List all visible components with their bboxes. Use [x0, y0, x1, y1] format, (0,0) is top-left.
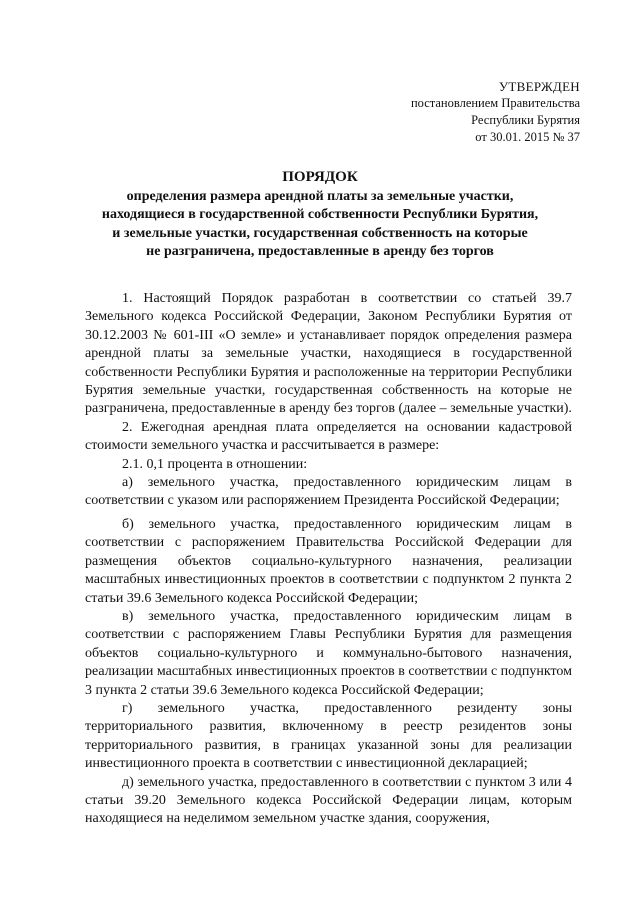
paragraph-item-v: в) земельного участка, предоставленного юридическим лицам в соответствии с распоряжением Главы Республики Бурятия для размещения объектов социально-культурного и коммунально-бытового назначения, реализации масштабных инвестиционных проектов в соответствии с подпунктом 3 пункта 2 статьи 39.6 Земельного кодекса Российской Федерации; — [85, 608, 572, 698]
paragraph-2: 2. Ежегодная арендная плата определяется на основании кадастровой стоимости земельного участка и рассчитывается в размере: — [85, 419, 572, 454]
paragraph-2-1: 2.1. 0,1 процента в отношении: — [122, 456, 308, 472]
paragraph-item-b: б) земельного участка, предоставленного юридическим лицам в соответствии с распоряжением Правительства Российской Федерации для размещения объектов социально-культурного назначения, реализации масштабных инвестиционных проектов в соответствии с подпунктом 2 пункта 2 статьи 39.6 Земельного кодекса Российской Федерации; — [85, 516, 572, 606]
paragraph-1: 1. Настоящий Порядок разработан в соответствии со статьей 39.7 Земельного кодекса Российской Федерации, Законом Республики Бурятия от 30.12.2003 № 601-III «О земле» и устанавливает порядок определения размера арендной платы за земельные участки, находящиеся в государственной собственности Республики Бурятия и расположенные на территории Республики Бурятия земельные участки, государственная собственность на которые не разграничена, предоставленные в аренду без торгов (далее – земельные участки). — [85, 291, 572, 417]
approval-date-line: от 30.01. 2015 № 37 — [475, 130, 580, 144]
title-line: определения размера арендной платы за земельные участки, — [126, 188, 514, 204]
document-body — [85, 290, 572, 829]
paragraph-item-a: а) земельного участка, предоставленного юридическим лицам в соответствии с указом или распоряжением Президента Российской Федерации; — [85, 475, 572, 509]
approval-heading: УТВЕРЖДЕН — [498, 79, 580, 94]
title-line: находящиеся в государственной собственности Республики Бурятия, — [101, 207, 539, 222]
title-line: не разграничена, предоставленные в аренду без торгов — [146, 244, 494, 259]
paragraph-item-d: д) земельного участка, предоставленного в соответствии с пунктом 3 или 4 статьи 39.20 Земельного кодекса Российской Федерации лицам, которым находящиеся на неделимом земельном участке здания, сооружения, — [85, 774, 572, 827]
approval-line: постановлением Правительства — [410, 96, 580, 110]
approval-line: Республики Бурятия — [471, 113, 580, 127]
title-main: ПОРЯДОК — [282, 169, 358, 185]
approval-block — [411, 78, 580, 146]
paragraph-item-g: г) земельного участка, предоставленного резиденту зоны территориального развития, включенному в реестр резидентов зоны территориального развития, в границах указанной зоны для реализации инвестиционного проекта в соответствии с инвестиционной декларацией; — [85, 700, 572, 772]
title-line: и земельные участки, государственная собственность на которые — [112, 225, 528, 241]
document-title — [60, 168, 580, 262]
